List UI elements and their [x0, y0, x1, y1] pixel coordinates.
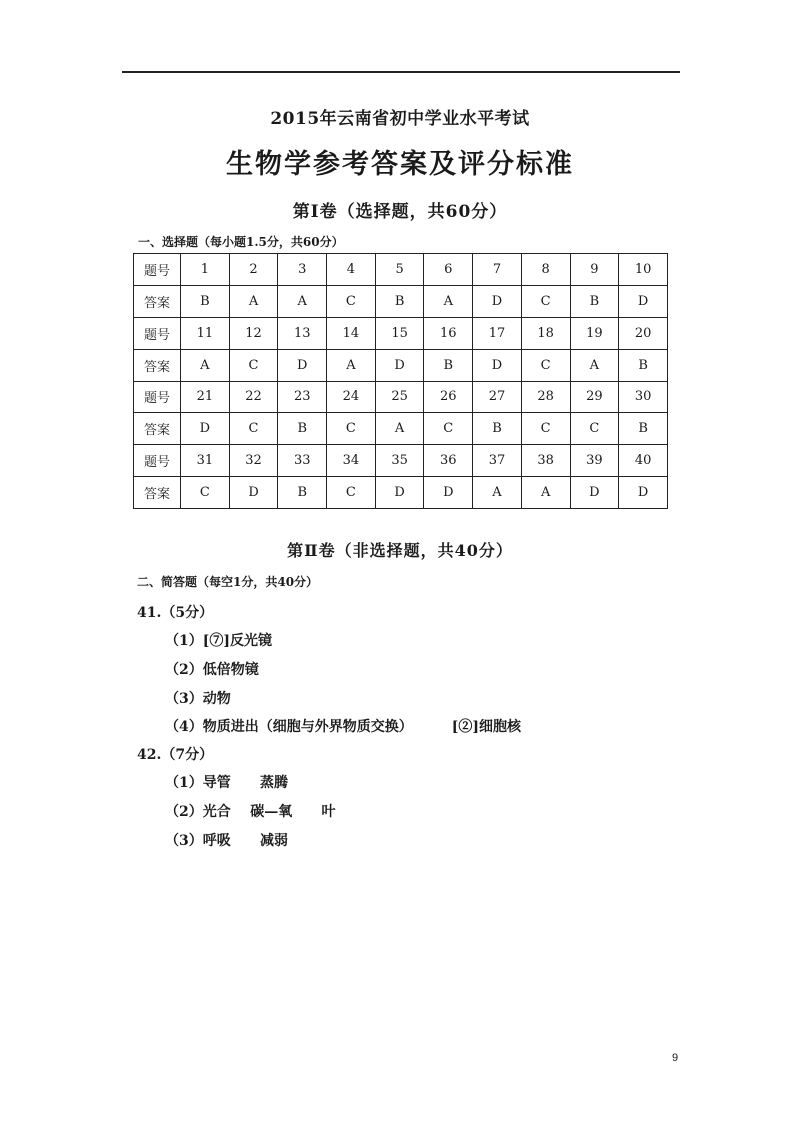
table-cell: 16: [424, 317, 473, 349]
table-row: [134, 445, 668, 477]
page-number: 9: [672, 1052, 679, 1064]
table-cell: D: [229, 477, 278, 509]
question-41-title: 41.（5分）: [137, 605, 214, 621]
table-cell: 25: [375, 381, 424, 413]
q42-answer-2: （2）光合 碳—氧 叶: [165, 804, 336, 820]
table-cell: C: [229, 413, 278, 445]
table-cell: 20: [619, 317, 668, 349]
table-cell: A: [570, 349, 619, 381]
table-row: [134, 477, 668, 509]
table-cell: 7: [473, 254, 522, 286]
table-cell: B: [424, 349, 473, 381]
table-cell: D: [278, 349, 327, 381]
table-cell: 17: [473, 317, 522, 349]
q41-answer-1: （1）[⑦]反光镜: [165, 633, 272, 649]
question-42-title: 42.（7分）: [137, 747, 214, 763]
table-cell: 3: [278, 254, 327, 286]
table-cell: C: [521, 285, 570, 317]
q42-answer-1: （1）导管 蒸腾: [165, 775, 288, 791]
table-cell: A: [521, 477, 570, 509]
table-cell: 12: [229, 317, 278, 349]
table-cell: B: [619, 349, 668, 381]
row-label: 答案: [134, 413, 181, 445]
table-cell: B: [278, 413, 327, 445]
table-cell: 6: [424, 254, 473, 286]
table-cell: A: [375, 413, 424, 445]
part1-heading: 第Ⅰ卷（选择题，共60分）: [292, 202, 508, 222]
table-cell: 37: [473, 445, 522, 477]
table-cell: 36: [424, 445, 473, 477]
table-cell: 14: [327, 317, 376, 349]
row-label: 题号: [134, 445, 181, 477]
table-cell: A: [327, 349, 376, 381]
table-cell: 8: [521, 254, 570, 286]
table-cell: 23: [278, 381, 327, 413]
table-cell: 30: [619, 381, 668, 413]
table-cell: C: [327, 285, 376, 317]
table-cell: D: [570, 477, 619, 509]
table-cell: D: [473, 349, 522, 381]
table-cell: A: [473, 477, 522, 509]
table-cell: 9: [570, 254, 619, 286]
table-cell: 10: [619, 254, 668, 286]
document-title: 生物学参考答案及评分标准: [226, 149, 574, 180]
row-label: 题号: [134, 317, 181, 349]
table-cell: A: [181, 349, 230, 381]
table-cell: 19: [570, 317, 619, 349]
table-cell: 5: [375, 254, 424, 286]
q41-answer-3: （3）动物: [165, 691, 231, 707]
table-cell: C: [181, 477, 230, 509]
table-cell: 33: [278, 445, 327, 477]
table-row: [134, 254, 668, 286]
table-cell: C: [521, 413, 570, 445]
table-row: [134, 413, 668, 445]
table-cell: 21: [181, 381, 230, 413]
table-cell: 24: [327, 381, 376, 413]
table-cell: C: [570, 413, 619, 445]
table-cell: D: [619, 285, 668, 317]
q41-answer-4: （4）物质进出（细胞与外界物质交换） [②]细胞核: [165, 719, 521, 735]
table-cell: D: [473, 285, 522, 317]
table-cell: 13: [278, 317, 327, 349]
table-cell: 35: [375, 445, 424, 477]
table-cell: D: [375, 477, 424, 509]
table-cell: B: [619, 413, 668, 445]
table-cell: 38: [521, 445, 570, 477]
row-label: 答案: [134, 285, 181, 317]
table-cell: 34: [327, 445, 376, 477]
row-label: 答案: [134, 477, 181, 509]
table-cell: 11: [181, 317, 230, 349]
table-cell: C: [229, 349, 278, 381]
table-cell: 28: [521, 381, 570, 413]
table-row: [134, 381, 668, 413]
table-cell: A: [229, 285, 278, 317]
table-cell: A: [278, 285, 327, 317]
table-cell: B: [473, 413, 522, 445]
table-cell: C: [327, 477, 376, 509]
row-label: 题号: [134, 254, 181, 286]
table-cell: 22: [229, 381, 278, 413]
top-rule: [122, 71, 680, 73]
section2-label: 二、简答题（每空1分，共40分）: [137, 575, 319, 589]
answer-table: [133, 253, 668, 509]
table-cell: C: [327, 413, 376, 445]
table-row: [134, 349, 668, 381]
row-label: 答案: [134, 349, 181, 381]
table-cell: 29: [570, 381, 619, 413]
table-cell: D: [424, 477, 473, 509]
table-cell: B: [181, 285, 230, 317]
table-cell: A: [424, 285, 473, 317]
section1-label: 一、选择题（每小题1.5分，共60分）: [138, 235, 344, 249]
table-cell: 31: [181, 445, 230, 477]
table-cell: C: [424, 413, 473, 445]
table-cell: 18: [521, 317, 570, 349]
table-cell: B: [278, 477, 327, 509]
table-cell: B: [375, 285, 424, 317]
row-label: 题号: [134, 381, 181, 413]
table-cell: D: [619, 477, 668, 509]
part2-heading: 第Ⅱ卷（非选择题，共40分）: [287, 541, 513, 560]
table-cell: 39: [570, 445, 619, 477]
table-cell: 4: [327, 254, 376, 286]
table-cell: C: [521, 349, 570, 381]
table-cell: 1: [181, 254, 230, 286]
table-cell: 15: [375, 317, 424, 349]
table-cell: B: [570, 285, 619, 317]
table-cell: 26: [424, 381, 473, 413]
exam-title: 2015年云南省初中学业水平考试: [270, 109, 530, 129]
table-row: [134, 317, 668, 349]
table-cell: D: [375, 349, 424, 381]
table-cell: D: [181, 413, 230, 445]
q42-answer-3: （3）呼吸 减弱: [165, 833, 288, 849]
table-cell: 32: [229, 445, 278, 477]
table-cell: 2: [229, 254, 278, 286]
table-cell: 40: [619, 445, 668, 477]
table-cell: 27: [473, 381, 522, 413]
table-row: [134, 285, 668, 317]
q41-answer-2: （2）低倍物镜: [165, 662, 259, 678]
